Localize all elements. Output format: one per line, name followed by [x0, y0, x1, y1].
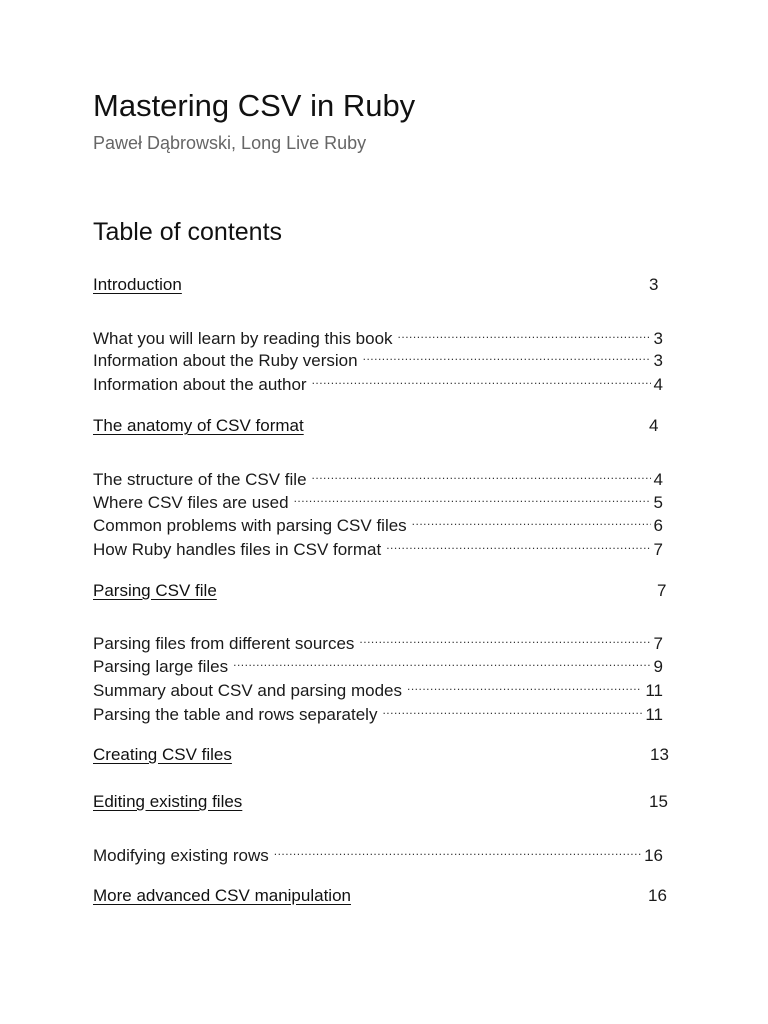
toc-chapter-creating[interactable]	[93, 744, 669, 766]
dot-leader	[233, 650, 650, 672]
toc-chapter-parsing[interactable]	[93, 580, 667, 602]
toc-section	[93, 509, 663, 535]
toc-page-number: 15	[649, 792, 668, 811]
toc-section	[93, 486, 663, 512]
toc-chapter-link[interactable]: Editing existing files	[93, 792, 243, 811]
toc-section	[93, 322, 663, 348]
toc-chapter-editing[interactable]	[93, 791, 668, 813]
toc-page-number: 9	[653, 657, 663, 676]
toc-page-number: 7	[653, 540, 663, 559]
dot-leader	[363, 344, 651, 366]
toc-page-number: 4	[653, 470, 663, 489]
toc-section-label: Parsing the table and rows separately	[93, 705, 378, 724]
toc-page-number: 4	[653, 375, 663, 394]
toc-page-number: 3	[653, 351, 663, 370]
toc-chapter-link[interactable]: Creating CSV files	[93, 745, 232, 764]
dot-leader	[386, 533, 650, 555]
toc-section-label: How Ruby handles files in CSV format	[93, 540, 382, 559]
toc-section-label: Parsing files from different sources	[93, 634, 355, 653]
toc-section	[93, 839, 663, 865]
toc-page-number: 11	[645, 705, 663, 724]
dot-leader	[312, 368, 651, 390]
dot-leader	[359, 627, 650, 649]
toc-section	[93, 650, 663, 676]
toc-section	[93, 344, 663, 370]
toc-page-number: 4	[649, 416, 659, 435]
toc-page-number: 7	[657, 581, 667, 600]
toc-section-label: What you will learn by reading this book	[93, 329, 393, 348]
dot-leader	[398, 322, 651, 344]
toc-section-label: Information about the Ruby version	[93, 351, 358, 370]
toc-section	[93, 463, 663, 489]
toc-section	[93, 674, 663, 700]
toc-page-number: 11	[645, 681, 663, 700]
toc-chapter-link[interactable]: The anatomy of CSV format	[93, 416, 304, 435]
toc-chapter-link[interactable]: Parsing CSV file	[93, 581, 217, 600]
document-title: Mastering CSV in Ruby	[93, 88, 416, 123]
toc-heading: Table of contents	[93, 218, 283, 246]
toc-chapter-link[interactable]: Introduction	[93, 275, 182, 294]
toc-section-label: Summary about CSV and parsing modes	[93, 681, 402, 700]
toc-section-label: Information about the author	[93, 375, 307, 394]
toc-section	[93, 698, 663, 724]
author-line: Paweł Dąbrowski, Long Live Ruby	[93, 133, 367, 153]
toc-page-number: 16	[644, 846, 663, 865]
dot-leader	[407, 674, 642, 696]
toc-chapter-link[interactable]: More advanced CSV manipulation	[93, 886, 351, 905]
toc-section-label: Modifying existing rows	[93, 846, 269, 865]
toc-section-label: Where CSV files are used	[93, 493, 289, 512]
toc-chapter-advanced[interactable]	[93, 885, 667, 907]
toc-page-number: 3	[653, 329, 663, 348]
dot-leader	[294, 486, 651, 508]
toc-chapter-anatomy[interactable]	[93, 415, 659, 437]
toc-page-number: 6	[653, 516, 663, 535]
toc-chapter-introduction[interactable]	[93, 274, 659, 296]
toc-section-label: Common problems with parsing CSV files	[93, 516, 407, 535]
dot-leader	[274, 839, 641, 861]
dot-leader	[412, 509, 651, 531]
toc-section	[93, 368, 663, 394]
toc-page-number: 5	[653, 493, 663, 512]
toc-section	[93, 533, 663, 559]
toc-section	[93, 627, 663, 653]
toc-page-number: 16	[648, 886, 667, 905]
toc-section-label: The structure of the CSV file	[93, 470, 307, 489]
toc-page-number: 13	[650, 745, 669, 764]
toc-page-number: 7	[653, 634, 663, 653]
dot-leader	[382, 698, 642, 720]
toc-page-number: 3	[649, 275, 659, 294]
dot-leader	[312, 463, 651, 485]
toc-section-label: Parsing large files	[93, 657, 229, 676]
